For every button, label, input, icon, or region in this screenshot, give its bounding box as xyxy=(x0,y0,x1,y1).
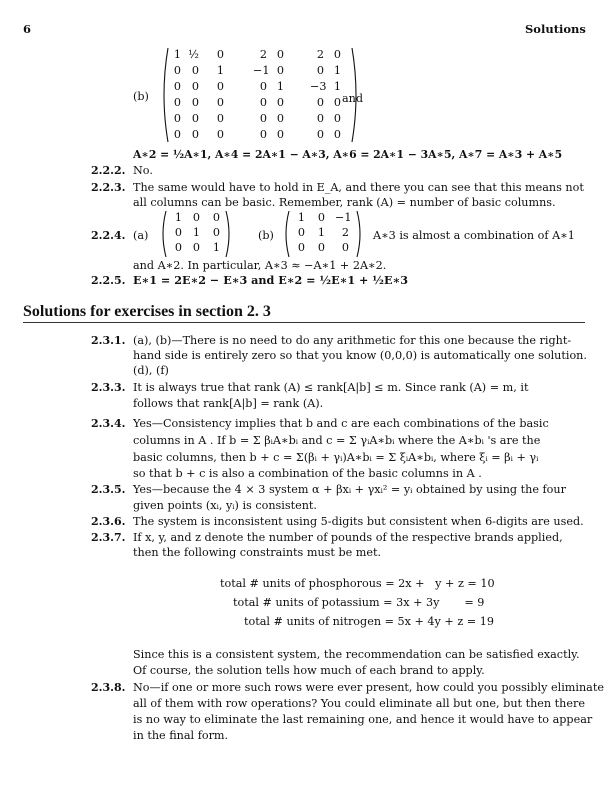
running-title: Solutions xyxy=(525,22,586,36)
ex-2-3-1-number: 2.3.1. xyxy=(91,334,126,347)
ex-2-3-8-line4: in the final form. xyxy=(133,729,229,742)
matrix-b-cell: 0 xyxy=(316,64,324,77)
matrix-2-2-4-b-cell: 0 xyxy=(317,211,325,224)
matrix-b-cell: 0 xyxy=(316,112,324,125)
matrix-b-cell: 0 xyxy=(316,96,324,109)
matrix-2-2-4-a-cell: 0 xyxy=(192,211,200,224)
matrix-2-2-4-a-cell: 0 xyxy=(174,241,182,254)
section-title: Solutions for exercises in section 2. 3 xyxy=(23,303,271,320)
matrix-b-cell: 0 xyxy=(276,96,284,109)
ex-2-2-4-line2: and A∗2. In particular, A∗3 ≈ −A∗1 + 2A∗2. xyxy=(133,259,387,272)
matrix-b-cell: 0 xyxy=(333,112,341,125)
matrix-b-cell: 0 xyxy=(259,128,267,141)
constraint-phosphorous: total # units of phosphorous = 2x + y + z = 10 xyxy=(220,577,495,590)
matrix-b-cell: 0 xyxy=(333,96,341,109)
ex-2-3-7-line4: Of course, the solution tells how much of each brand to apply. xyxy=(133,664,485,677)
ex-2-3-5-line2: given points (xᵢ, yᵢ) is consistent. xyxy=(133,499,317,512)
matrix-b-cell: 0 xyxy=(333,48,341,61)
matrix-b-cell: 0 xyxy=(333,128,341,141)
matrix-b-cell: 1 xyxy=(216,64,224,77)
matrix-b-cell: 2 xyxy=(316,48,324,61)
constraint-potassium: total # units of potassium = 3x + 3y = 9 xyxy=(233,596,485,609)
ex-2-3-6-text: The system is inconsistent using 5-digits but consistent when 6-digits are used. xyxy=(133,515,584,528)
matrix-2-2-4-a xyxy=(164,211,228,257)
matrix-2-2-4-b-cell: 0 xyxy=(297,226,305,239)
matrix-2-2-4-b-cell: 0 xyxy=(297,241,305,254)
ex-2-2-4-a-label: (a) xyxy=(133,229,149,242)
matrix-b-cell: 0 xyxy=(259,112,267,125)
matrix-2-2-4-a-cell: 0 xyxy=(174,226,182,239)
matrix-b-cell: 0 xyxy=(191,112,199,125)
ex-2-2-3-number: 2.2.3. xyxy=(91,181,126,194)
ex-2-2-4-after: A∗3 is almost a combination of A∗1 xyxy=(373,229,575,242)
matrix-b-cell: 0 xyxy=(173,96,181,109)
ex-2-3-4-line1: Yes—Consistency implies that b and c are each combinations of the basic xyxy=(133,417,549,430)
matrix-2-2-4-b-cell: 2 xyxy=(341,226,349,239)
matrix-b-cell: 0 xyxy=(216,48,224,61)
matrix-b-cell: 0 xyxy=(191,80,199,93)
ex-2-3-7-line1: If x, y, and z denote the number of pounds of the respective brands applied, xyxy=(133,531,563,544)
matrix-2-2-4-a-cell: 1 xyxy=(192,226,200,239)
ex-2-2-5-number: 2.2.5. xyxy=(91,274,126,287)
matrix-b-cell: 0 xyxy=(216,112,224,125)
ex-2-3-1-line1: (a), (b)—There is no need to do any arithmetic for this one because the right- xyxy=(133,334,572,347)
matrix-b-cell: 0 xyxy=(259,80,267,93)
matrix-b-cell: 0 xyxy=(216,96,224,109)
matrix-b-cell: 0 xyxy=(173,64,181,77)
matrix-2-2-4-b-cell: 1 xyxy=(317,226,325,239)
matrix-2-2-4-a-cell: 0 xyxy=(212,226,220,239)
ex-2-2-2-number: 2.2.2. xyxy=(91,164,126,177)
ex-2-3-4-line2: columns in A . If b = Σ βᵢA∗bᵢ and c = Σ γᵢA∗bᵢ where the A∗bᵢ 's are the xyxy=(133,434,541,447)
matrix-b-cell: 0 xyxy=(259,96,267,109)
ex-2-3-4-line3: basic columns, then b + c = Σ(βᵢ + γᵢ)A∗bᵢ = Σ ξᵢA∗bᵢ, where ξᵢ = βᵢ + γᵢ xyxy=(133,451,539,464)
matrix-b-label: (b) xyxy=(133,90,149,103)
ex-2-2-5-text: E∗1 = 2E∗2 − E∗3 and E∗2 = ½E∗1 + ½E∗3 xyxy=(133,273,409,287)
ex-2-3-4-number: 2.3.4. xyxy=(91,417,126,430)
ex-2-3-5-line1: Yes—because the 4 × 3 system α + βxᵢ + γxᵢ² = yᵢ obtained by using the four xyxy=(133,483,566,496)
matrix-b-cell: ½ xyxy=(188,48,199,61)
matrix-b-cell: 1 xyxy=(333,64,341,77)
ex-2-3-7-number: 2.3.7. xyxy=(91,531,126,544)
matrix-b-cell: 2 xyxy=(259,48,267,61)
matrix-2-2-4-b-cell: 0 xyxy=(341,241,349,254)
ex-2-3-8-line1: No—if one or more such rows were ever present, how could you possibly eliminate xyxy=(133,681,604,694)
ex-2-2-2-text: No. xyxy=(133,164,153,177)
matrix-b-cell: 0 xyxy=(276,112,284,125)
ex-2-3-7-line2: then the following constraints must be met. xyxy=(133,546,382,559)
matrix-b-cell: 1 xyxy=(173,48,181,61)
matrix-b-cell: 0 xyxy=(191,96,199,109)
ex-2-3-1-line2: hand side is entirely zero so that you know (0,0,0) is automatically one solution. xyxy=(133,349,587,362)
ex-2-3-8-line2: all of them with row operations? You could eliminate all but one, but then there xyxy=(133,697,585,710)
matrix-2-2-4-a-cell: 1 xyxy=(212,241,220,254)
column-relations: A∗2 = ½A∗1, A∗4 = 2A∗1 − A∗3, A∗6 = 2A∗1 − 3A∗5, A∗7 = A∗3 + A∗5 xyxy=(133,148,563,161)
matrix-b-and: and xyxy=(342,92,364,105)
matrix-b-cell: 1 xyxy=(333,80,341,93)
ex-2-3-6-number: 2.3.6. xyxy=(91,515,126,528)
matrix-b-cell: 0 xyxy=(216,128,224,141)
matrix-b-cell: 1 xyxy=(276,80,284,93)
matrix-b-cell: −1 xyxy=(253,64,270,77)
matrix-b-cell: 0 xyxy=(173,112,181,125)
matrix-2-2-4-a-cell: 1 xyxy=(174,211,182,224)
matrix-b-cell: 0 xyxy=(173,80,181,93)
ex-2-3-3-line2: follows that rank[A|b] = rank (A). xyxy=(133,397,324,410)
ex-2-3-7-line3: Since this is a consistent system, the recommendation can be satisfied exactly. xyxy=(133,648,580,661)
matrix-2-2-4-a-cell: 0 xyxy=(192,241,200,254)
ex-2-3-8-line3: is no way to eliminate the last remaining one, and hence it would have to appear xyxy=(133,713,593,726)
matrix-b xyxy=(165,48,355,144)
matrix-2-2-4-b-cell: 0 xyxy=(317,241,325,254)
page-number: 6 xyxy=(23,22,32,36)
ex-2-3-3-number: 2.3.3. xyxy=(91,381,126,394)
matrix-b-cell: 0 xyxy=(276,128,284,141)
matrix-b-cell: 0 xyxy=(276,64,284,77)
matrix-b-cell: 0 xyxy=(316,128,324,141)
ex-2-3-4-line4: so that b + c is also a combination of the basic columns in A . xyxy=(133,467,482,480)
matrix-b-cell: 0 xyxy=(173,128,181,141)
ex-2-2-3-line1: The same would have to hold in E_A, and there you can see that this means not xyxy=(133,181,584,194)
matrix-2-2-4-a-cell: 0 xyxy=(212,211,220,224)
ex-2-3-8-number: 2.3.8. xyxy=(91,681,126,694)
matrix-2-2-4-b xyxy=(287,211,359,257)
ex-2-3-3-line1: It is always true that rank (A) ≤ rank[A|b] ≤ m. Since rank (A) = m, it xyxy=(133,381,529,394)
matrix-b-cell: 0 xyxy=(191,64,199,77)
section-rule xyxy=(23,322,585,323)
constraint-nitrogen: total # units of nitrogen = 5x + 4y + z = 19 xyxy=(244,615,494,628)
matrix-2-2-4-b-cell: 1 xyxy=(297,211,305,224)
ex-2-2-3-line2: all columns can be basic. Remember, rank (A) = number of basic columns. xyxy=(133,196,556,209)
matrix-b-cell: 0 xyxy=(216,80,224,93)
matrix-b-cell: 0 xyxy=(191,128,199,141)
matrix-2-2-4-b-cell: −1 xyxy=(335,211,352,224)
ex-2-2-4-number: 2.2.4. xyxy=(91,229,126,242)
ex-2-2-4-b-label: (b) xyxy=(258,229,274,242)
matrix-b-cell: −3 xyxy=(310,80,327,93)
ex-2-3-5-number: 2.3.5. xyxy=(91,483,126,496)
ex-2-3-1-line3: (d), (f) xyxy=(133,364,169,377)
matrix-b-cell: 0 xyxy=(276,48,284,61)
